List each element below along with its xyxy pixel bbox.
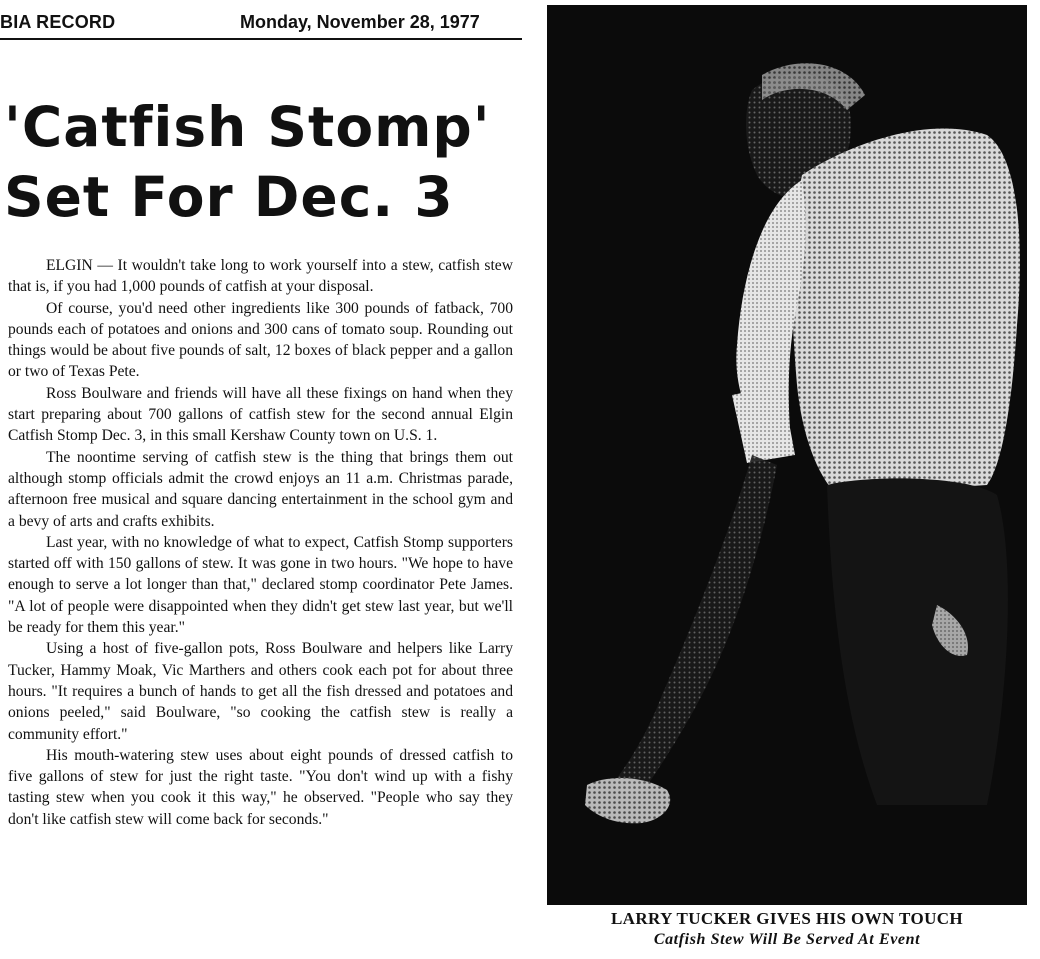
photo-caption xyxy=(547,908,1027,950)
masthead xyxy=(0,10,522,40)
headline-line-2: Set For Dec. 3 xyxy=(4,165,454,229)
caption-subtitle: Catfish Stew Will Be Served At Event xyxy=(653,931,921,948)
article-paragraph: His mouth-watering stew uses about eight pounds of dressed catfish to five gallons of stew for just the right taste. "You don't wind up with a fishy tasting stew when you cook it this way," he observed. "People who say they don't like catfish stew will come back for seconds." xyxy=(8,746,513,828)
article-paragraph: ELGIN — It wouldn't take long to work yourself into a stew, catfish stew that is, if you had 1,000 pounds of catfish at your disposal. xyxy=(8,257,513,296)
publication-name: BIA RECORD xyxy=(0,12,116,32)
article-paragraph: Of course, you'd need other ingredients like 300 pounds of fatback, 700 pounds each of potatoes and onions and 300 cans of tomato soup. Rounding out things would be about five pounds of salt, 12 boxes of black pepper and a gallon or two of Texas Pete. xyxy=(8,299,513,381)
article-paragraph: The noontime serving of catfish stew is the thing that brings them out although stomp officials admit the crowd enjoys an 11 a.m. Christmas parade, afternoon free musical and square dancing entertainment in the school gym and a bevy of arts and crafts exhibits. xyxy=(8,448,513,530)
article-paragraph: Using a host of five-gallon pots, Ross Boulware and helpers like Larry Tucker, Hammy Moak, Vic Marthers and others cook each pot for about three hours. "It requires a bunch of hands to get all the fish dressed and potatoes and onions peeled," said Boulware, "so cooking the catfish stew is really a community effort." xyxy=(8,640,513,743)
headline-line-1: 'Catfish Stomp' xyxy=(4,95,491,159)
photo-illustration xyxy=(547,5,1027,905)
news-photo xyxy=(547,5,1027,905)
caption-title: LARRY TUCKER GIVES HIS OWN TOUCH xyxy=(610,909,964,928)
publication-date: Monday, November 28, 1977 xyxy=(240,12,480,32)
article-paragraph: Ross Boulware and friends will have all these fixings on hand when they start preparing about 700 gallons of catfish stew for the second annual Elgin Catfish Stomp Dec. 3, in this small Kershaw County town on U.S. 1. xyxy=(8,384,513,445)
article-paragraph: Last year, with no knowledge of what to expect, Catfish Stomp supporters started off with 150 gallons of stew. It was gone in two hours. "We hope to have enough to serve a lot longer than that," declared stomp coordinator Pete James. "A lot of people were disappointed when they didn't get stew last year, but we'll be ready for them this year." xyxy=(8,533,513,637)
headline xyxy=(4,92,524,232)
article-body xyxy=(8,255,513,830)
